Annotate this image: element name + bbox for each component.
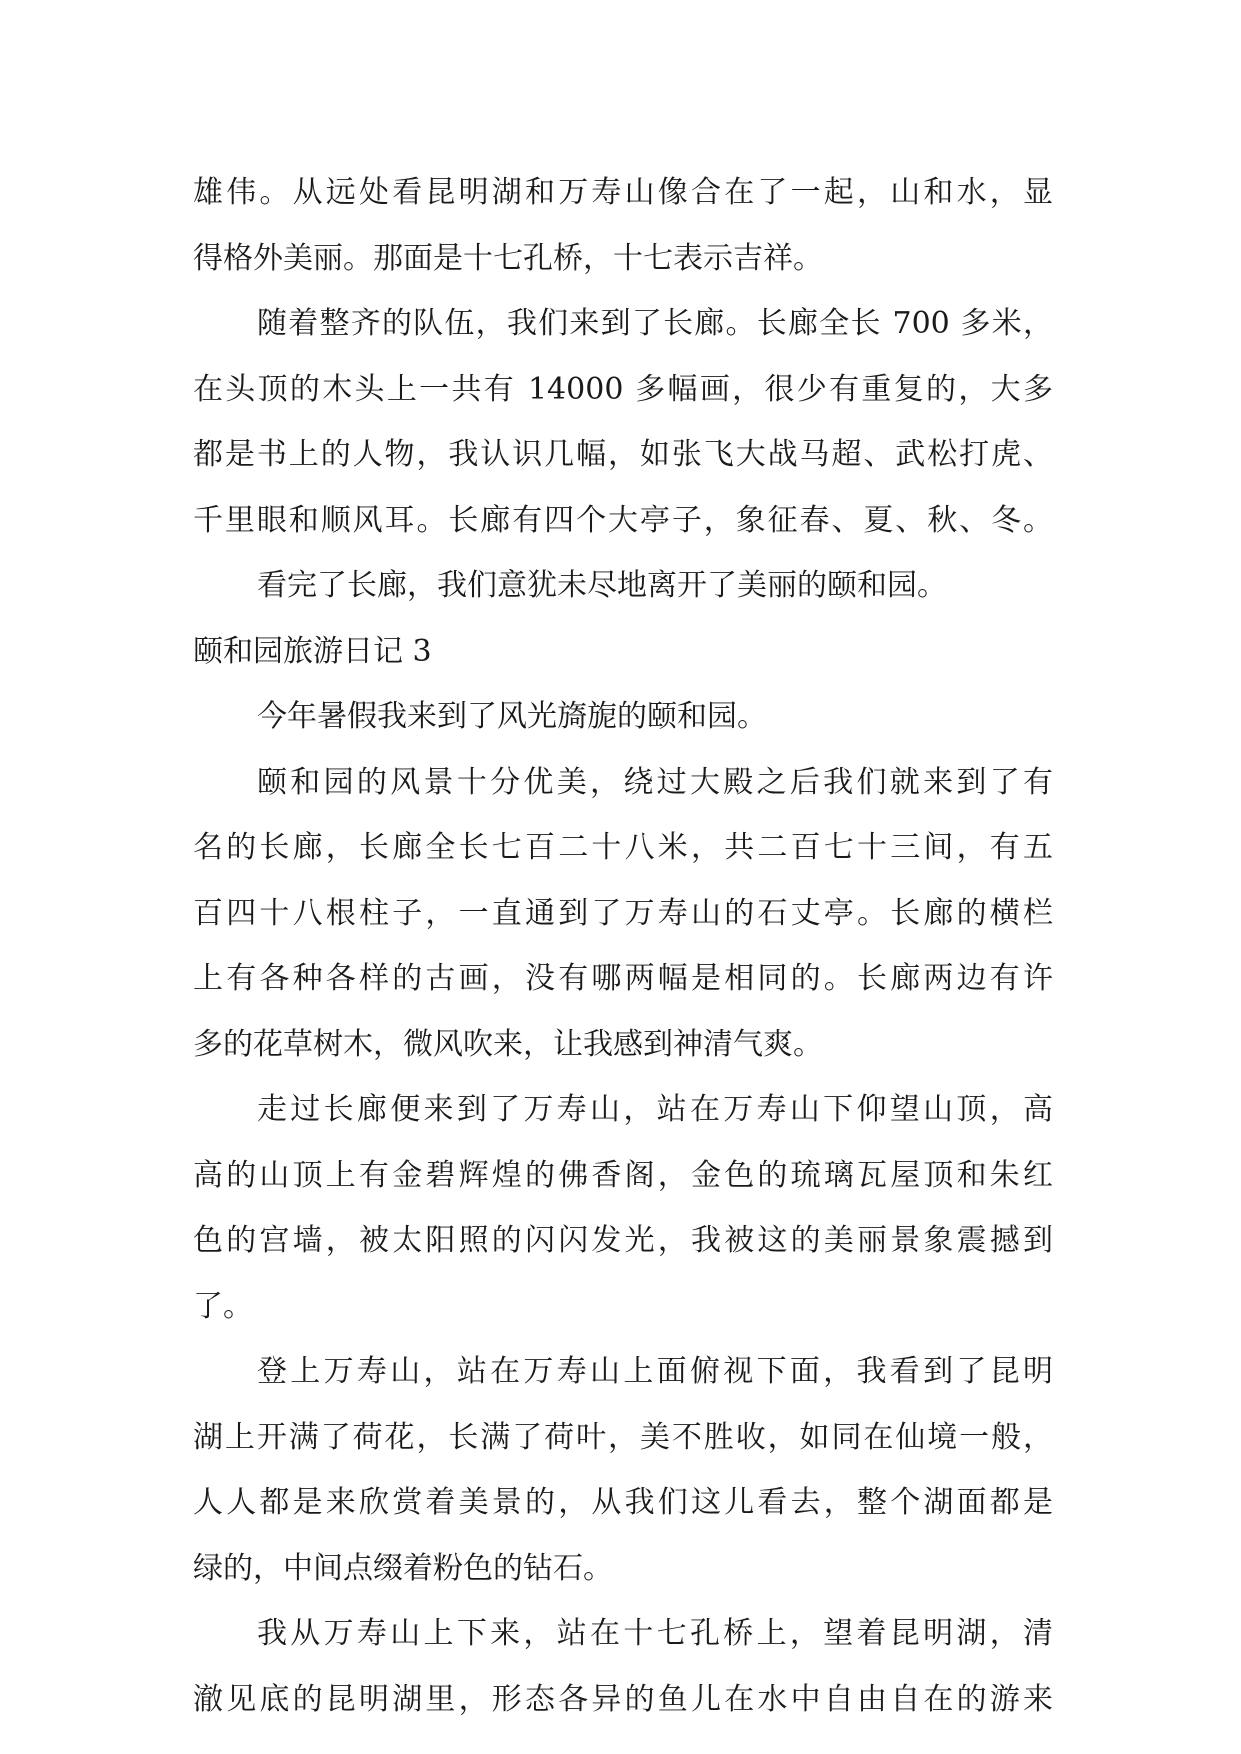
paragraph-line: 今年暑假我来到了风光旖旎的颐和园。	[257, 699, 767, 734]
paragraph-line: 绿的，中间点缀着粉色的钻石。	[193, 1550, 613, 1586]
paragraph-line: 随着整齐的队伍，我们来到了长廊。长廊全长 700 多米，	[257, 306, 1053, 341]
paragraph-line: 人人都是来欣赏着美景的，从我们这儿看去，整个湖面都是	[193, 1485, 1053, 1520]
paragraph-line: 湖上开满了荷花，长满了荷叶，美不胜收，如同在仙境一般，	[193, 1419, 1053, 1455]
paragraph-line: 千里眼和顺风耳。长廊有四个大亭子，象征春、夏、秋、冬。	[193, 502, 1053, 538]
paragraph-line: 我从万寿山上下来，站在十七孔桥上，望着昆明湖，清	[257, 1616, 1053, 1651]
paragraph-line: 高的山顶上有金碧辉煌的佛香阁，金色的琉璃瓦屋顶和朱红	[193, 1157, 1053, 1193]
paragraph-line: 上有各种各样的古画，没有哪两幅是相同的。长廊两边有许	[193, 961, 1053, 996]
paragraph-line: 名的长廊，长廊全长七百二十八米，共二百七十三间，有五	[193, 830, 1053, 865]
paragraph-line: 雄伟。从远处看昆明湖和万寿山像合在了一起，山和水，显	[193, 175, 1053, 210]
paragraph-line: 颐和园的风景十分优美，绕过大殿之后我们就来到了有	[257, 764, 1053, 800]
document-page	[193, 160, 1053, 1732]
paragraph-line: 走过长廊便来到了万寿山，站在万寿山下仰望山顶，高	[257, 1092, 1053, 1127]
paragraph-line: 看完了长廊，我们意犹未尽地离开了美丽的颐和园。	[257, 568, 947, 603]
paragraph-line: 登上万寿山，站在万寿山上面俯视下面，我看到了昆明	[257, 1354, 1053, 1389]
paragraph-line: 在头顶的木头上一共有 14000 多幅画，很少有重复的，大多	[193, 371, 1053, 407]
section-heading: 颐和园旅游日记 3	[193, 633, 432, 669]
paragraph-line: 百四十八根柱子，一直通到了万寿山的石丈亭。长廊的横栏	[193, 895, 1053, 931]
paragraph-line: 都是书上的人物，我认识几幅，如张飞大战马超、武松打虎、	[193, 437, 1053, 472]
paragraph-line: 澈见底的昆明湖里，形态各异的鱼儿在水中自由自在的游来	[193, 1681, 1053, 1717]
paragraph-line: 多的花草树木，微风吹来，让我感到神清气爽。	[193, 1026, 823, 1062]
paragraph-line: 了。	[193, 1288, 253, 1324]
paragraph-line: 色的宫墙，被太阳照的闪闪发光，我被这的美丽景象震撼到	[193, 1223, 1053, 1258]
paragraph-line: 得格外美丽。那面是十七孔桥，十七表示吉祥。	[193, 240, 823, 276]
